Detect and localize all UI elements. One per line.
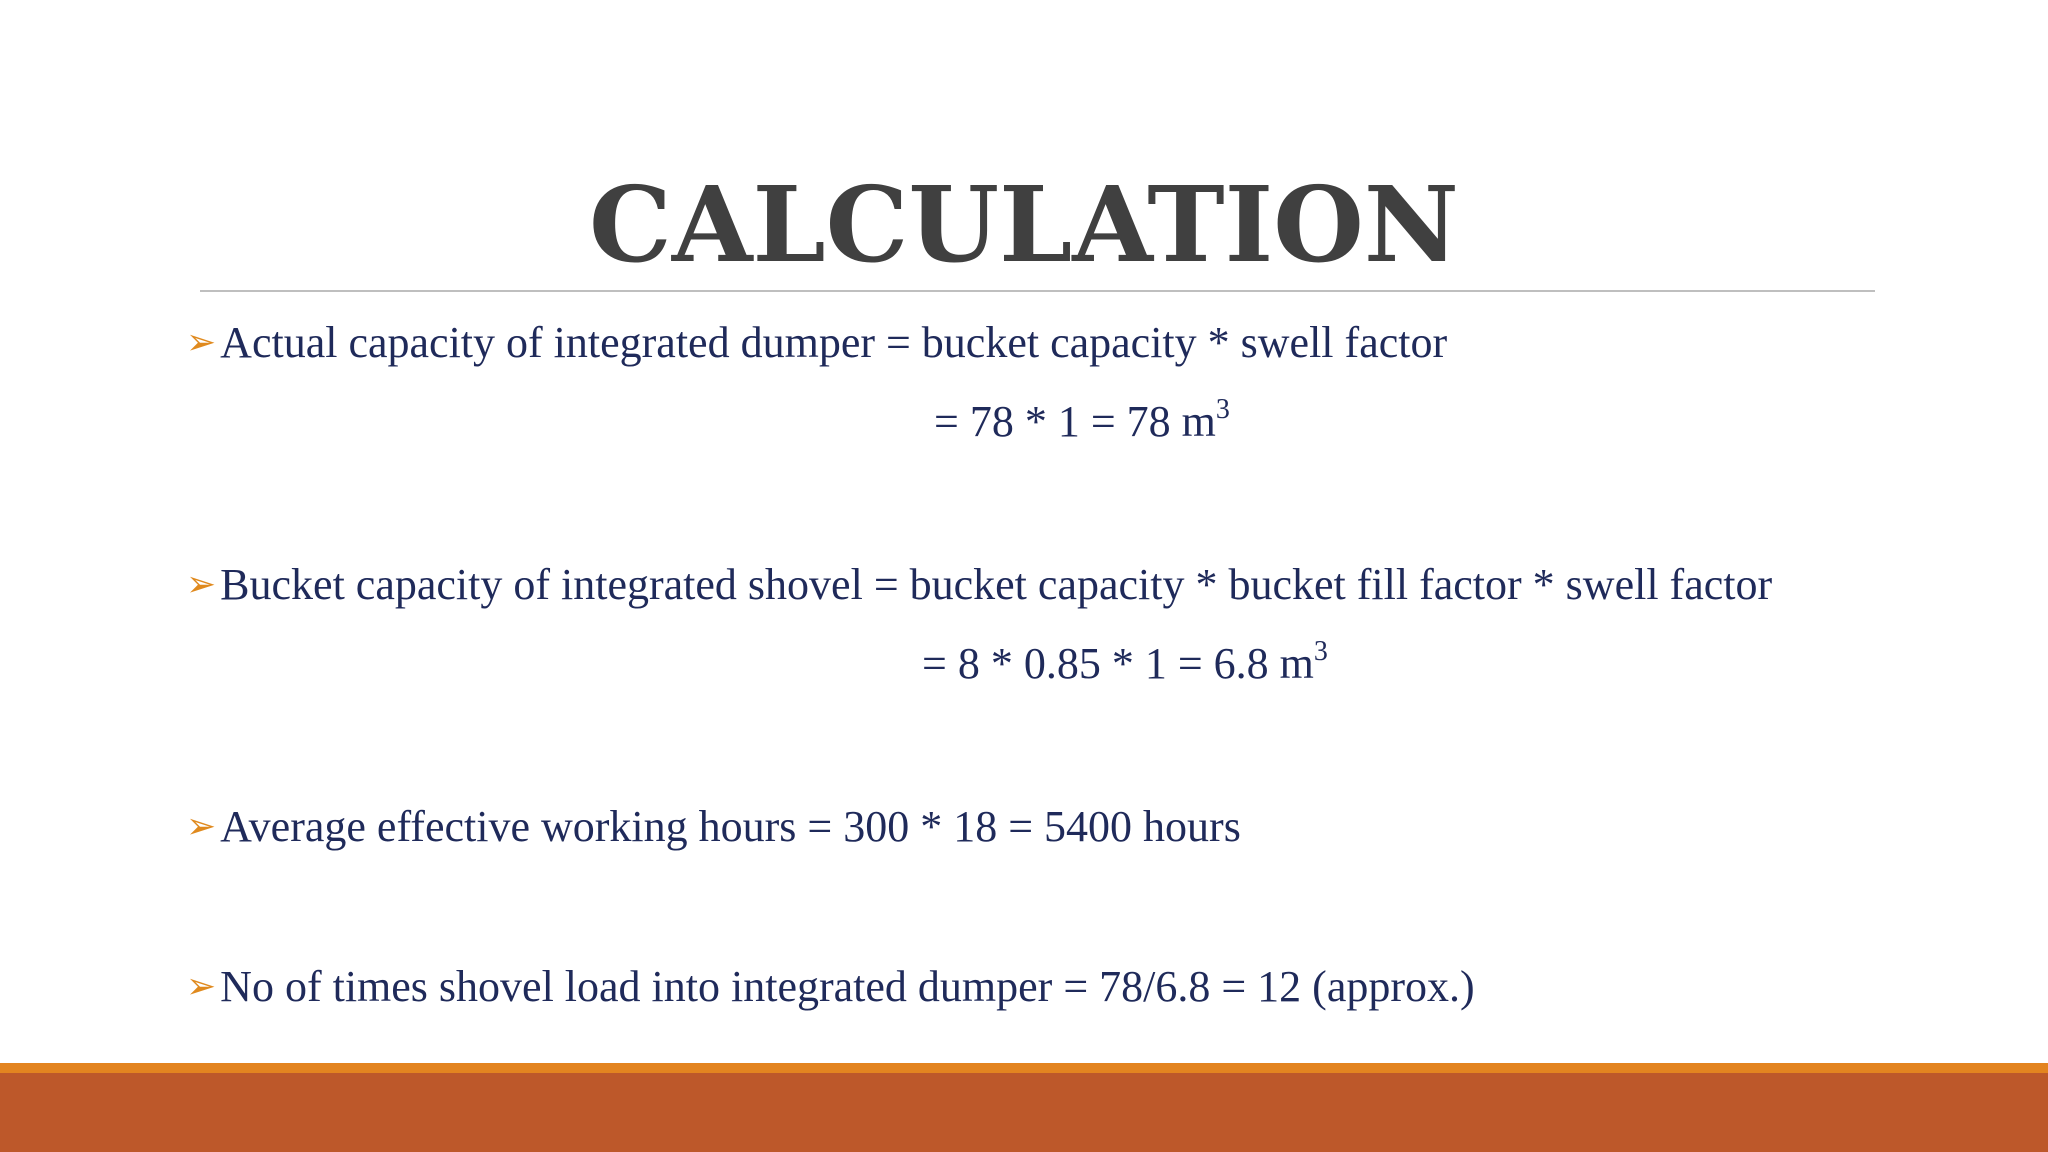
footer-band	[0, 1073, 2048, 1152]
result-superscript: 3	[1313, 636, 1328, 667]
arrow-bullet-icon: ➢	[186, 966, 217, 1006]
result-text: = 8 * 0.85 * 1 = 6.8 m	[922, 639, 1314, 688]
title-divider	[200, 290, 1875, 292]
result-text: = 78 * 1 = 78 m	[934, 397, 1216, 446]
bullet-text: No of times shovel load into integrated dumper = 78/6.8 = 12 (approx.)	[220, 962, 1475, 1011]
bullet-item-dumper-capacity	[186, 314, 1447, 371]
arrow-bullet-icon: ➢	[186, 564, 217, 604]
arrow-bullet-icon: ➢	[186, 806, 217, 846]
bullet-text: Bucket capacity of integrated shovel = bucket capacity * bucket fill factor * swell factor	[220, 560, 1773, 609]
arrow-bullet-icon: ➢	[186, 322, 217, 362]
bullet-item-working-hours	[186, 798, 1241, 855]
bullet-text: Actual capacity of integrated dumper = bucket capacity * swell factor	[220, 318, 1448, 367]
bullet-item-shovel-loads	[186, 958, 1475, 1015]
bullet-text: Average effective working hours = 300 * 18 = 5400 hours	[220, 802, 1241, 851]
footer-accent-stripe	[0, 1063, 2048, 1073]
result-shovel-capacity	[922, 636, 1328, 692]
result-dumper-capacity	[934, 394, 1230, 450]
bullet-item-shovel-capacity	[186, 556, 1772, 613]
result-superscript: 3	[1215, 394, 1230, 425]
slide-title: CALCULATION	[589, 163, 1459, 286]
